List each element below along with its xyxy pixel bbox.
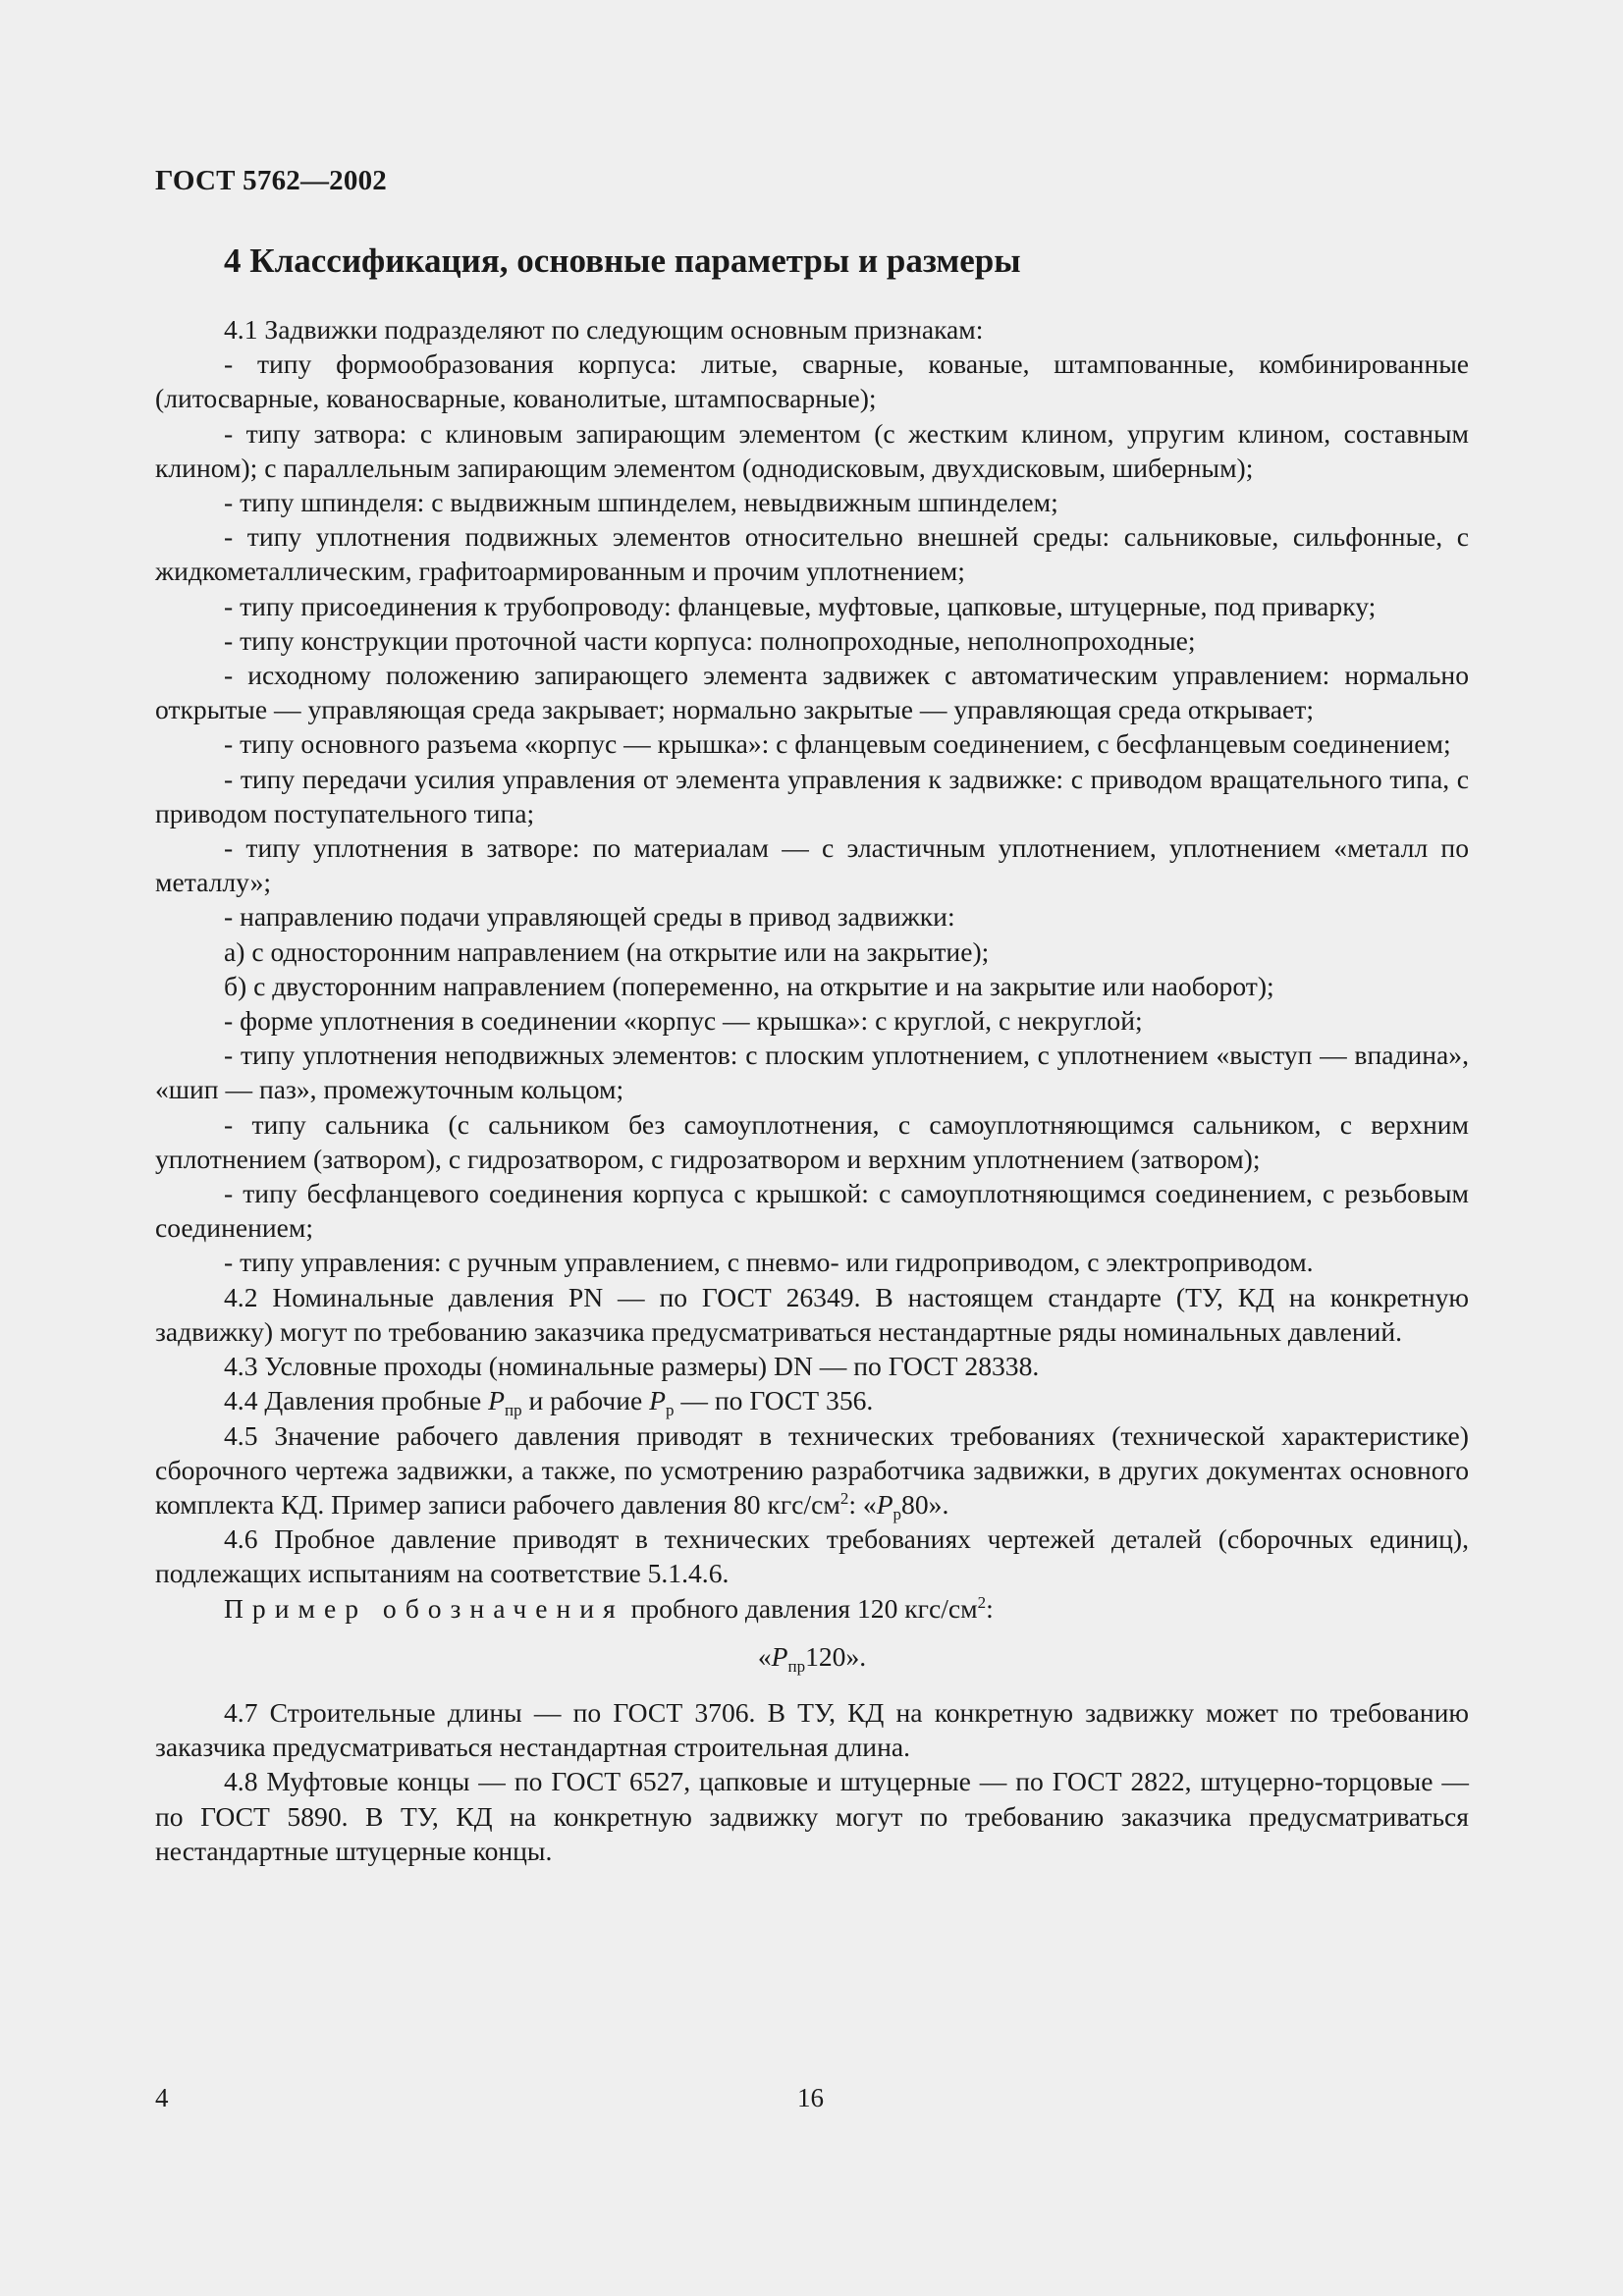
paragraph-4-7: 4.7 Строительные длины — по ГОСТ 3706. В ТУ, КД на конкретную задвижку может по требованию заказчика предусматриваться нестандартная строительная длина. <box>155 1696 1469 1763</box>
paragraph-4-5: 4.5 Значение рабочего давления приводят в технических требованиях (технической характеристике) сборочного чертежа задвижки, а также, по усмотрению разработчика задвижки, в других документах основного комплекта КД. Пример записи рабочего давления 80 кгс/$см^2$: «$P_р80$». <box>155 1419 1469 1523</box>
list-item: б) с двусторонним направлением (попеременно, на открытие и на закрытие или наоборот); <box>224 970 1274 1001</box>
list-item: а) с односторонним направлением (на открытие или на закрытие); <box>224 935 990 967</box>
body-text <box>155 312 1469 1868</box>
list-item: - типу формообразования корпуса: литые, сварные, кованые, штампованные, комбинированные (литосварные, кованосварные, кованолитые, штампосварные); <box>155 348 1469 414</box>
list-item: - типу шпинделя: с выдвижным шпинделем, невыдвижным шпинделем; <box>224 487 1058 518</box>
list-item: - типу основного разъема «корпус — крышка»: с фланцевым соединением, с бесфланцевым соединением; <box>224 728 1451 760</box>
list-item: - форме уплотнения в соединении «корпус — крышка»: с круглой, с некруглой; <box>224 1005 1143 1037</box>
list-item: - типу уплотнения неподвижных элементов: с плоским уплотнением, с уплотнением «выступ — впадина», «шип — паз», промежуточным кольцом; <box>155 1040 1469 1105</box>
list-item: - типу уплотнения в затворе: по материалам — с эластичным уплотнением, уплотнением «металл по металлу»; <box>155 832 1469 898</box>
example-line: Пример обозначения пробного давления 120 кгс/$см^2$: <box>224 1592 994 1624</box>
paragraph-4-8: 4.8 Муфтовые концы — по ГОСТ 6527, цапковые и штуцерные — по ГОСТ 2822, штуцерно-торцовые — по ГОСТ 5890. В ТУ, КД на конкретную задвижку могут по требованию заказчика предусматриваться нестандартные штуцерные концы. <box>155 1766 1469 1866</box>
paragraph-4-4: 4.4 Давления пробные $P_{пр}$ и рабочие $P_р$ — по ГОСТ 356. <box>224 1385 874 1420</box>
page-number-center: 16 <box>797 2083 824 2112</box>
list-item: - направлению подачи управляющей среды в привод задвижки: <box>224 901 955 933</box>
paragraph-4-2: 4.2 Номинальные давления PN — по ГОСТ 26349. В настоящем стандарте (ТУ, КД на конкретную задвижку) могут по требованию заказчика предусматриваться нестандартные ряды номинальных давлений. <box>155 1281 1469 1347</box>
list-item: - типу передачи усилия управления от элемента управления к задвижке: с приводом вращательного типа, с приводом поступательного типа; <box>155 763 1469 828</box>
list-item: - типу сальника (с сальником без самоуплотнения, с самоуплотняющимся сальником, с верхним уплотнением (затвором), с гидрозатвором, с гидрозатвором и верхним уплотнением (затвором); <box>155 1108 1469 1174</box>
document-header: ГОСТ 5762—2002 <box>155 165 387 196</box>
paragraph-4-1: 4.1 Задвижки подразделяют по следующим основным признакам: <box>224 314 984 345</box>
list-item: - типу затвора: с клиновым запирающим элементом (с жестким клином, упругим клином, составным клином); с параллельным запирающим элементом (однодисковым, двухдисковым, шиберным); <box>155 417 1469 483</box>
paragraph-4-3: 4.3 Условные проходы (номинальные размеры) DN — по ГОСТ 28338. <box>224 1351 1040 1382</box>
example-value: «$P_{пр}120$». <box>757 1640 867 1676</box>
list-item: - исходному положению запирающего элемента задвижек с автоматическим управлением: нормально открытые — управляющая среда закрывает; нормально закрытые — управляющая среда открывает; <box>155 660 1469 725</box>
section-title: 4 Классификация, основные параметры и размеры <box>224 241 1021 280</box>
paragraph-4-6: 4.6 Пробное давление приводят в технических требованиях чертежей деталей (сборочных единиц), подлежащих испытаниям на соответствие 5.1.4.6. <box>155 1523 1469 1589</box>
page-number-left: 4 <box>155 2083 169 2112</box>
example-label: Пример обозначения <box>224 1592 624 1624</box>
list-item: - типу присоединения к трубопроводу: фланцевые, муфтовые, цапковые, штуцерные, под приварку; <box>224 590 1377 621</box>
list-item: - типу уплотнения подвижных элементов относительно внешней среды: сальниковые, сильфонные, с жидкометаллическим, графитоармированным и прочим уплотнением; <box>155 521 1469 587</box>
list-item: - типу конструкции проточной части корпуса: полнопроходные, неполнопроходные; <box>224 624 1196 656</box>
list-item: - типу управления: с ручным управлением, с пневмо- или гидроприводом, с электроприводом. <box>224 1247 1314 1278</box>
list-item: - типу бесфланцевого соединения корпуса с крышкой: с самоуплотняющимся соединением, с резьбовым соединением; <box>155 1178 1469 1244</box>
